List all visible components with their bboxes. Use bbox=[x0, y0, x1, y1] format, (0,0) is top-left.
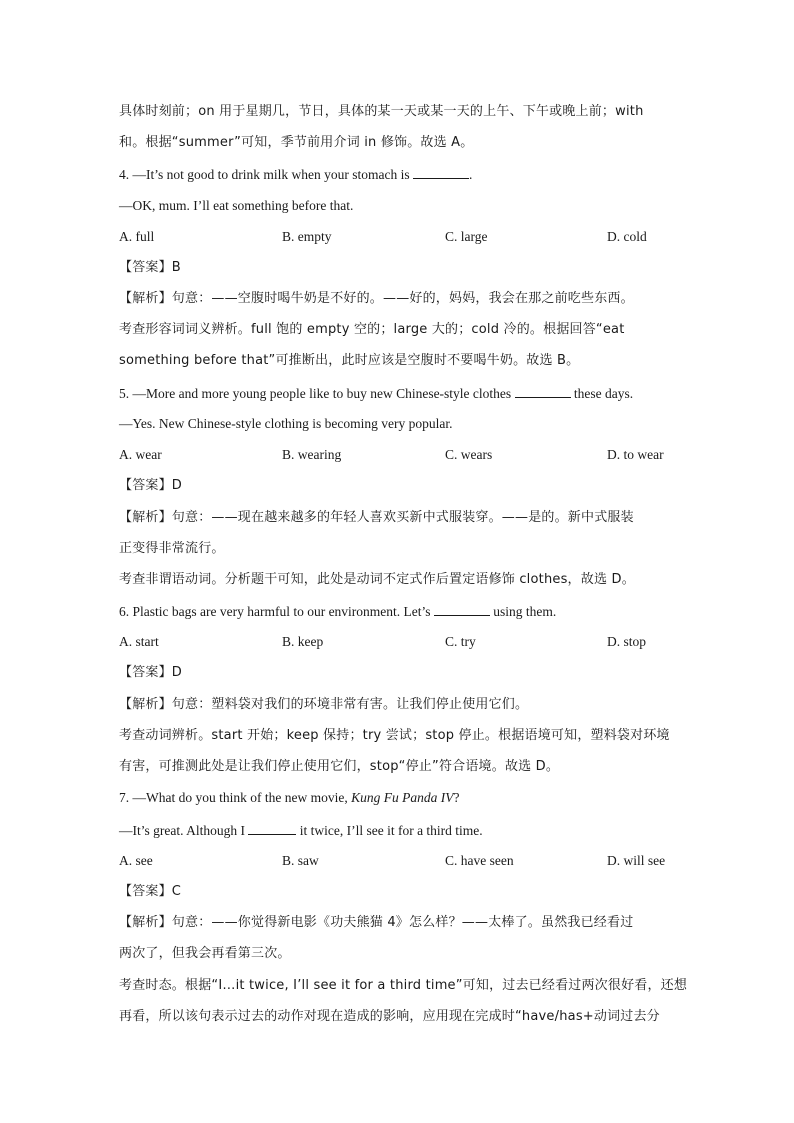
q7-analysis-4: 再看，所以该句表示过去的动作对现在造成的影响，应用现在完成时“have/has+动词过去分 bbox=[119, 1009, 660, 1024]
q4-option-b: B. empty bbox=[282, 229, 332, 244]
q7-option-a: A. see bbox=[119, 853, 153, 868]
q4-option-a: A. full bbox=[119, 229, 155, 244]
q7-analysis-3: 考查时态。根据“I…it twice, I’ll see it for a third time”可知，过去已经看过两次很好看，还想 bbox=[119, 978, 688, 993]
q6-stem-text: 6. Plastic bags are very harmful to our environment. Let’s bbox=[119, 604, 431, 619]
q6-stem-end: using them. bbox=[493, 604, 557, 619]
q7-option-d: D. will see bbox=[607, 853, 666, 868]
q7-reply-start: —It’s great. Although I bbox=[119, 823, 245, 838]
q7-movie-title: Kung Fu Panda IV bbox=[351, 790, 454, 805]
q4-stem-text: 4. —It’s not good to drink milk when your stomach is bbox=[119, 167, 410, 182]
q5-analysis-2: 正变得非常流行。 bbox=[119, 541, 225, 556]
q6-analysis-1: 【解析】句意：塑料袋对我们的环境非常有害。让我们停止使用它们。 bbox=[119, 697, 529, 712]
q5-analysis-3: 考查非谓语动词。分析题干可知，此处是动词不定式作后置定语修饰 clothes，故选 D。 bbox=[119, 572, 635, 587]
q6-option-a: A. start bbox=[119, 634, 159, 649]
q7-option-b: B. saw bbox=[282, 853, 319, 868]
q4-stem-end: . bbox=[468, 167, 473, 182]
q7-reply-end: it twice, I’ll see it for a third time. bbox=[299, 823, 483, 838]
continuation-line-2: 和。根据“summer”可知，季节前用介词 in 修饰。故选 A。 bbox=[119, 135, 474, 150]
q4-option-d: D. cold bbox=[607, 229, 647, 244]
q5-option-a: A. wear bbox=[119, 447, 162, 462]
q7-option-c: C. have seen bbox=[445, 853, 514, 868]
q4-analysis-1: 【解析】句意：——空腹时喝牛奶是不好的。——好的，妈妈，我会在那之前吃些东西。 bbox=[119, 291, 634, 306]
q5-stem bbox=[119, 384, 633, 403]
q6-analysis-3: 有害，可推测此处是让我们停止使用它们，stop“停止”符合语境。故选 D。 bbox=[119, 759, 560, 774]
q7-answer: 【答案】C bbox=[119, 884, 182, 899]
q4-answer: 【答案】B bbox=[119, 260, 181, 275]
q7-stem-end: ? bbox=[453, 790, 460, 805]
q7-blank bbox=[248, 821, 296, 835]
q5-stem-end: these days. bbox=[573, 386, 634, 401]
q6-option-c: C. try bbox=[445, 634, 476, 649]
q7-stem-text: 7. —What do you think of the new movie, bbox=[119, 790, 348, 805]
q4-blank bbox=[413, 165, 469, 179]
q7-stem bbox=[119, 789, 459, 807]
q5-answer: 【答案】D bbox=[119, 478, 183, 493]
q5-analysis-1: 【解析】句意：——现在越来越多的年轻人喜欢买新中式服装穿。——是的。新中式服装 bbox=[119, 510, 634, 525]
q7-analysis-1: 【解析】句意：——你觉得新电影《功夫熊猫 4》怎么样？——太棒了。虽然我已经看过 bbox=[119, 915, 634, 930]
q4-option-c: C. large bbox=[445, 229, 488, 244]
q6-blank bbox=[434, 602, 490, 616]
q6-stem bbox=[119, 602, 556, 621]
continuation-line-1: 具体时刻前；on 用于星期几，节日，具体的某一天或某一天的上午、下午或晚上前；with bbox=[119, 104, 644, 119]
q6-option-b: B. keep bbox=[282, 634, 324, 649]
q5-blank bbox=[515, 384, 571, 398]
q6-analysis-2: 考查动词辨析。start 开始；keep 保持；try 尝试；stop 停止。根据语境可知，塑料袋对环境 bbox=[119, 728, 670, 743]
q5-reply: —Yes. New Chinese-style clothing is becoming very popular. bbox=[119, 416, 453, 431]
q4-reply: —OK, mum. I’ll eat something before that. bbox=[119, 198, 354, 213]
q5-option-d: D. to wear bbox=[607, 447, 664, 462]
q5-option-b: B. wearing bbox=[282, 447, 342, 462]
q5-stem-text: 5. —More and more young people like to buy new Chinese-style clothes bbox=[119, 386, 512, 401]
q6-answer: 【答案】D bbox=[119, 665, 183, 680]
q6-option-d: D. stop bbox=[607, 634, 647, 649]
q4-analysis-2: 考查形容词词义辨析。full 饱的 empty 空的；large 大的；cold 冷的。根据回答“eat bbox=[119, 322, 625, 337]
q7-reply bbox=[119, 821, 483, 840]
q5-option-c: C. wears bbox=[445, 447, 493, 462]
q4-stem bbox=[119, 165, 472, 184]
q7-analysis-2: 两次了，但我会再看第三次。 bbox=[119, 946, 291, 961]
q4-analysis-3: something before that”可推断出，此时应该是空腹时不要喝牛奶。故选 B。 bbox=[119, 353, 580, 368]
